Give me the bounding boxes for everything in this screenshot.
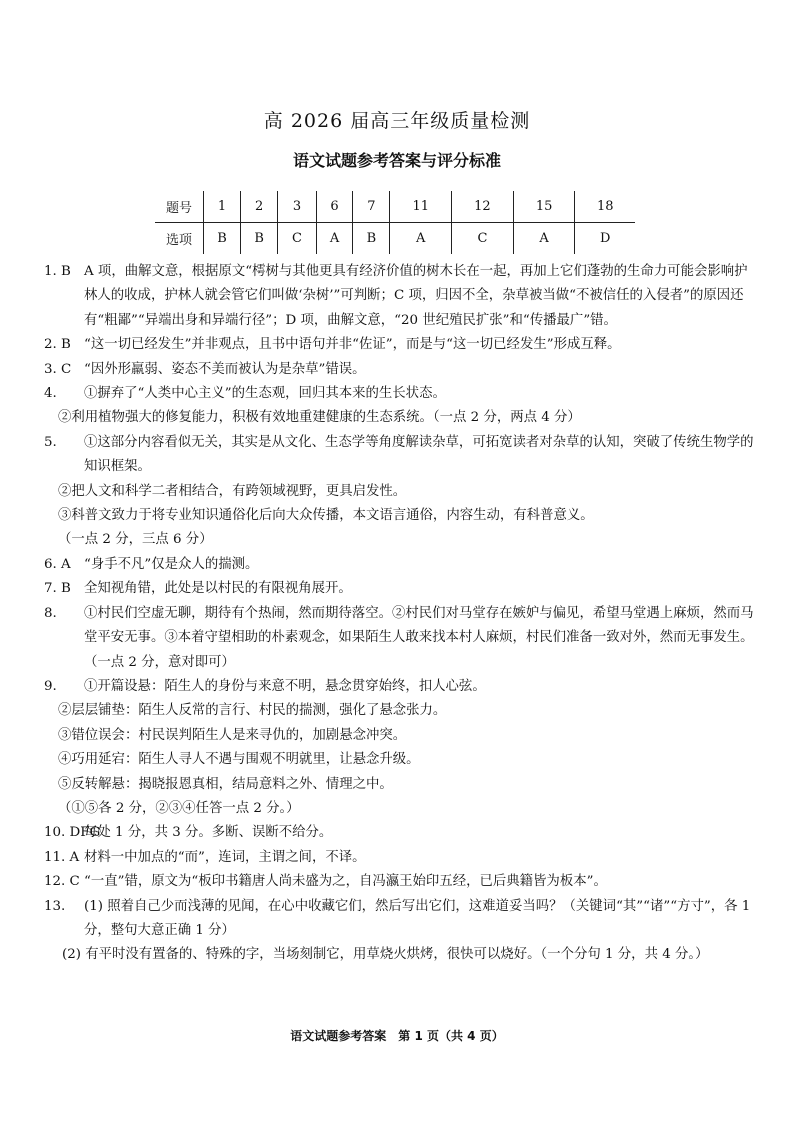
answer-option-cell: A	[316, 223, 353, 255]
answer-item	[44, 504, 754, 528]
answer-option-cell: C	[278, 223, 317, 255]
answer-text: ③科普文致力于将专业知识通俗化后向大众传播，本文语言通俗，内容生动，有科普意义。	[58, 508, 594, 524]
answer-option-label: 选项	[165, 233, 192, 248]
answer-item	[44, 748, 754, 772]
answer-item	[44, 480, 754, 504]
answer-text: ①摒弃了“人类中心主义”的生态观，回归其本来的生长状态。	[84, 386, 446, 402]
answer-number: 1. B	[44, 264, 71, 279]
answer-item	[44, 528, 754, 552]
answer-item	[44, 602, 754, 675]
answer-text: ⑤反转解悬：揭晓报恩真相，结局意料之外、情理之中。	[58, 776, 393, 792]
answer-text: “这一切已经发生”并非观点，且书中语句并非“佐证”，而是与“这一切已经发生”形成互释。	[84, 337, 621, 353]
answer-text: ①这部分内容看似无关，其实是从文化、生态学等角度解读杂草，可拓宽读者对杂草的认知，突破了传统生物学的知识框架。	[84, 434, 754, 475]
answer-item	[44, 797, 754, 821]
question-number-cell: 15	[513, 191, 575, 223]
answer-number: 9.	[44, 678, 57, 694]
answer-item	[44, 333, 754, 357]
answer-explanations	[44, 260, 754, 968]
answer-text: ③错位误会：村民误判陌生人是来寻仇的，加剧悬念冲突。	[58, 727, 407, 743]
answer-item	[44, 773, 754, 797]
answer-number: 10. DFG	[44, 825, 101, 841]
answer-number: 12. C	[44, 874, 80, 890]
question-number-cell: 1	[204, 191, 241, 223]
answer-item	[44, 870, 754, 894]
document-title: 高 2026 届高三年级质量检测	[263, 110, 531, 132]
answer-item	[44, 846, 754, 870]
answer-option-cell: A	[513, 223, 575, 255]
question-number-cell: 6	[316, 191, 353, 223]
answer-text: ④巧用延宕：陌生人寻人不遇与围观不明就里，让悬念升级。	[58, 752, 420, 768]
answer-item	[44, 406, 754, 430]
answer-option-cell: D	[575, 223, 635, 255]
answer-number: 3. C	[44, 361, 72, 377]
question-number-cell: 3	[278, 191, 317, 223]
question-number-cell: 2	[241, 191, 278, 223]
answer-text: 每处 1 分，共 3 分。多断、误断不给分。	[84, 825, 333, 841]
answer-option-cell: B	[353, 223, 390, 255]
answer-text: (1) 照着自己少而浅薄的见闻，在心中收藏它们，然后写出它们，这难道妥当吗？（关键词“其”“诸”“方寸”，各 1 分，整句大意正确 1 分）	[84, 898, 751, 938]
answer-item	[44, 553, 754, 577]
answer-option-cell: A	[390, 223, 452, 255]
answer-item	[44, 431, 754, 480]
answer-option-row	[155, 223, 635, 255]
answer-text: A 项，曲解文意，根据原文“樗树与其他更具有经济价值的树木长在一起，再加上它们蓬勃的生命力可能会影响护林人的收成，护林人就会管它们叫做‘杂树’”可判断；C 项，归因不全，杂草被当做“不被信任的入侵者”的原因还有“粗鄙”“异端出身和异端行径”；D 项，曲解文意，“20 世纪殖民扩张”和“传播最广”错。	[84, 264, 748, 328]
answer-key-table	[155, 191, 635, 254]
question-number-label: 题号	[155, 191, 204, 223]
answer-text: 全知视角错，此处是以村民的有限视角展开。	[84, 581, 352, 597]
answer-item	[44, 260, 754, 333]
question-number-cell: 18	[575, 191, 635, 223]
question-number-cell: 7	[353, 191, 390, 223]
answer-option-cell: B	[204, 223, 241, 255]
page-footer: 语文试题参考答案 第 1 页（共 4 页）	[290, 1029, 504, 1043]
question-number-row	[155, 191, 635, 223]
answer-item	[44, 699, 754, 723]
answer-text: 材料一中加点的“而”，连词，主谓之间，不译。	[84, 849, 366, 865]
question-number-cell: 11	[390, 191, 452, 223]
answer-number: 8.	[44, 605, 57, 621]
answer-number: 7. B	[44, 581, 71, 597]
answer-number: 13.	[44, 898, 66, 914]
document-subtitle: 语文试题参考答案与评分标准	[292, 151, 501, 170]
answer-item	[44, 675, 754, 699]
answer-text: “身手不凡”仅是众人的揣测。	[84, 556, 259, 572]
answer-text: “因外形羸弱、姿态不美而被认为是杂草”错误。	[84, 361, 366, 377]
answer-number: 5.	[44, 434, 57, 450]
answer-item	[44, 382, 754, 406]
answer-number: 2. B	[44, 337, 71, 353]
answer-number: 6. A	[44, 556, 71, 572]
answer-text: ①村民们空虚无聊，期待有个热闹，然而期待落空。②村民们对马堂存在嫉妒与偏见，希望马堂遇上麻烦，然而马堂平安无事。③本着守望相助的朴素观念，如果陌生人敢来找本村人麻烦，村民们准备一致对外，然而无事发生。（一点 2 分，意对即可）	[84, 605, 754, 670]
answer-number: 11. A	[44, 849, 80, 865]
answer-text: ②把人文和科学二者相结合，有跨领域视野，更具启发性。	[58, 483, 407, 499]
answer-text: (2) 有平时没有置备的、特殊的字，当场刻制它，用草烧火烘烤，很快可以烧好。（一个分句 1 分，共 4 分。）	[62, 947, 709, 963]
answer-text: ①开篇设悬：陌生人的身份与来意不明，悬念贯穿始终，扣人心弦。	[84, 678, 486, 694]
answer-text: “一直”错，原文为“板印书籍唐人尚未盛为之，自冯瀛王始印五经，已后典籍皆为板本”。	[84, 874, 607, 890]
answer-text: （①⑤各 2 分，②③④任答一点 2 分。）	[58, 800, 300, 816]
answer-option-cell: B	[241, 223, 278, 255]
question-number-cell: 12	[452, 191, 514, 223]
answer-number: 4.	[44, 386, 57, 402]
answer-item	[44, 895, 754, 944]
answer-item	[44, 724, 754, 748]
answer-text: ②利用植物强大的修复能力，积极有效地重建健康的生态系统。（一点 2 分，两点 4 分）	[58, 410, 581, 426]
answer-option-cell: C	[452, 223, 514, 255]
answer-item	[44, 943, 754, 967]
answer-item	[44, 358, 754, 382]
answer-text: （一点 2 分，三点 6 分）	[58, 532, 213, 548]
answer-text: ②层层铺垫：陌生人反常的言行、村民的揣测，强化了悬念张力。	[58, 703, 447, 719]
answer-item	[44, 577, 754, 601]
answer-item	[44, 821, 754, 845]
